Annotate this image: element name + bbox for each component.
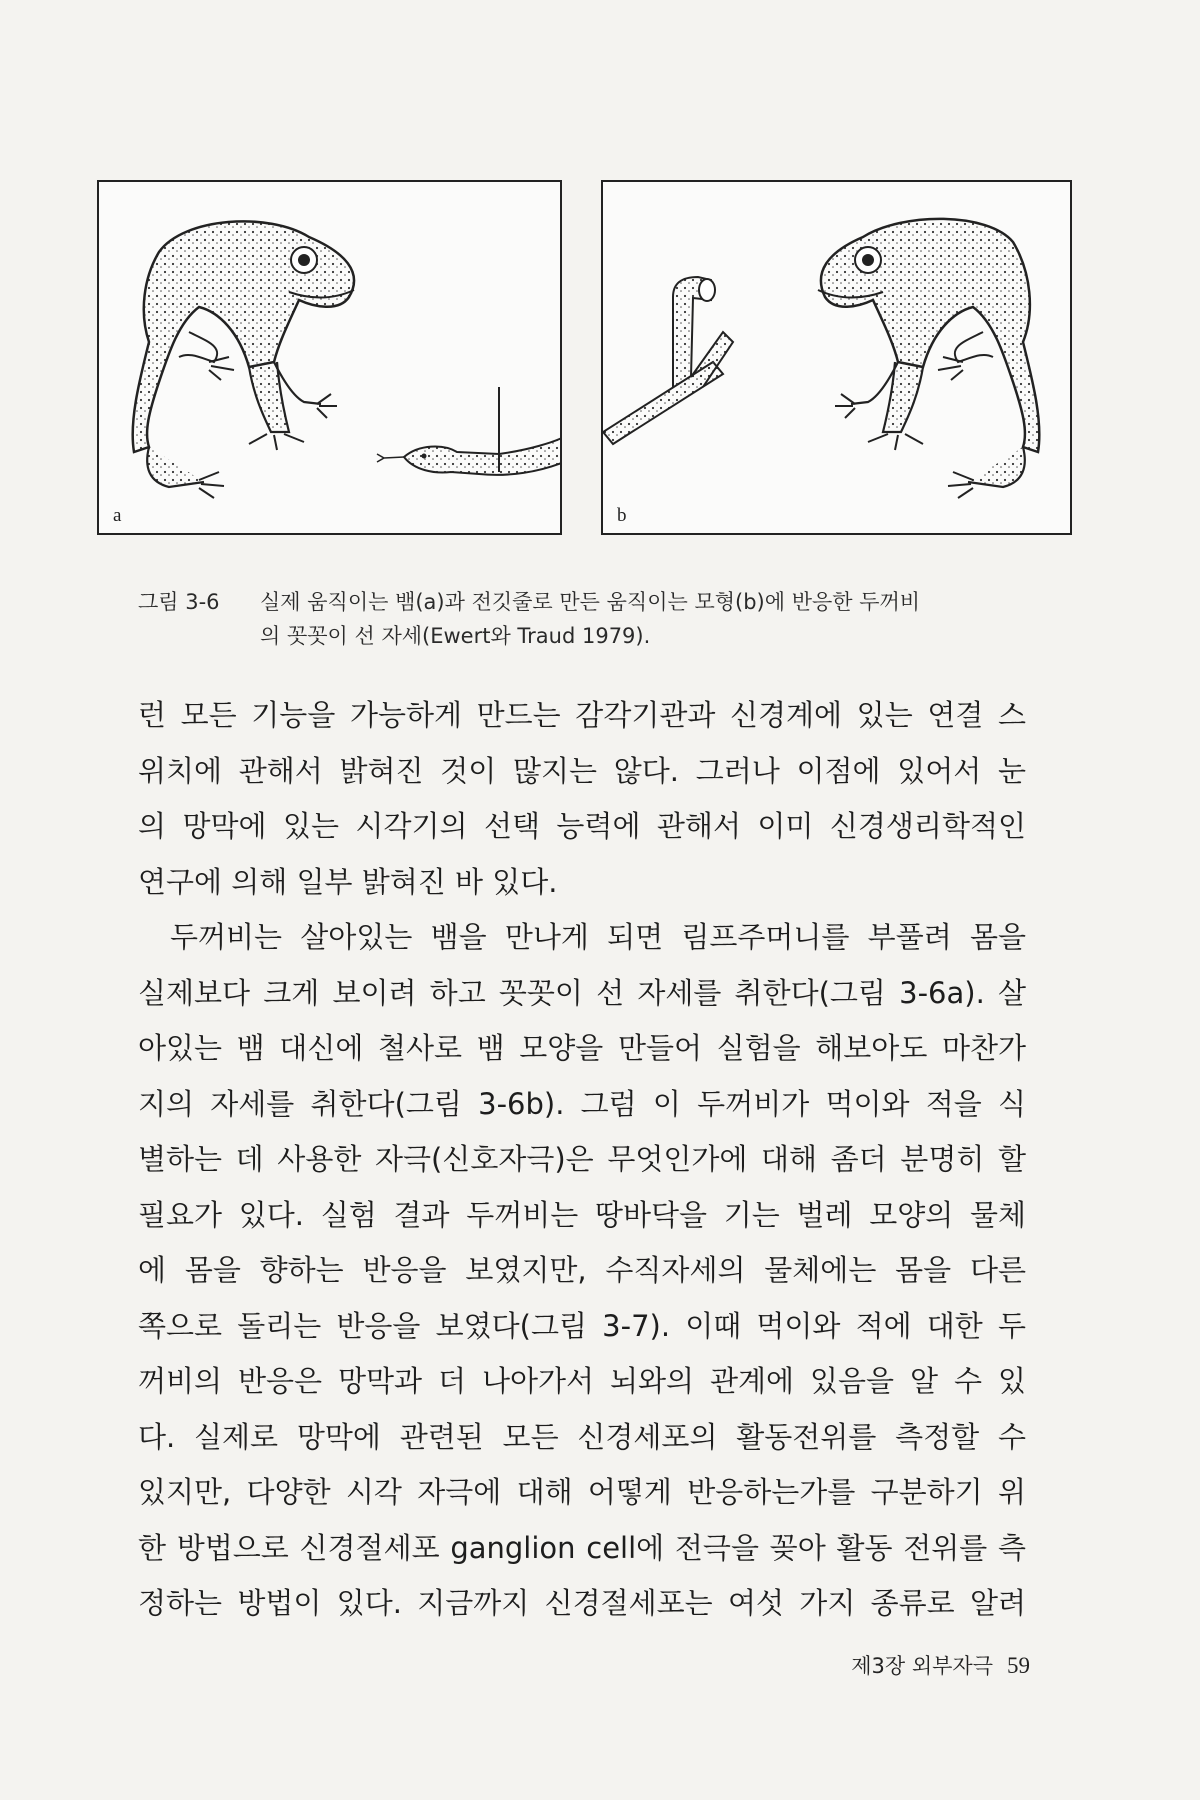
caption-line-1: 실제 움직이는 뱀(a)과 전깃줄로 만든 움직이는 모형(b)에 반응한 두꺼비 [260, 590, 921, 614]
panel-label-b: b [617, 505, 627, 526]
body-line: 지의 자세를 취한다(그림 3-6b). 그럼 이 두꺼비가 먹이와 적을 식 [138, 1086, 1026, 1121]
caption-line-2: 의 꼿꼿이 선 자세(Ewert와 Traud 1979). [260, 624, 651, 648]
body-line: 정하는 방법이 있다. 지금까지 신경절세포는 여섯 가지 종류로 알려 [138, 1586, 1026, 1620]
caption-label: 그림 3-6 [138, 590, 220, 614]
toad-and-snake-illustration [99, 182, 562, 535]
figure-caption [138, 585, 1038, 653]
body-line: 아있는 뱀 대신에 철사로 뱀 모양을 만들어 실험을 해보아도 마찬가 [138, 1031, 1026, 1065]
page-number: 59 [1007, 1653, 1030, 1678]
chapter-title: 제3장 외부자극 [851, 1654, 993, 1678]
body-line: 별하는 데 사용한 자극(신호자극)은 무엇인가에 대해 좀더 분명히 할 [138, 1142, 1026, 1176]
figure-panel-a [97, 180, 562, 535]
body-text [138, 688, 1026, 1632]
page-footer [851, 1650, 1030, 1680]
body-line: 쪽으로 돌리는 반응을 보였다(그림 3-7). 이때 먹이와 적에 대한 두 [138, 1308, 1026, 1343]
body-line: 있지만, 다양한 시각 자극에 대해 어떻게 반응하는가를 구분하기 위 [138, 1475, 1026, 1509]
body-line: 다. 실제로 망막에 관련된 모든 신경세포의 활동전위를 측정할 수 [138, 1419, 1026, 1454]
body-line: 연구에 의해 일부 밝혀진 바 있다. [138, 864, 558, 899]
body-line: 위치에 관해서 밝혀진 것이 많지는 않다. 그러나 이점에 있어서 눈 [138, 753, 1026, 788]
body-line: 런 모든 기능을 가능하게 만드는 감각기관과 신경계에 있는 연결 스 [138, 698, 1026, 732]
figure-panel-b [601, 180, 1072, 535]
body-line: 두꺼비는 살아있는 뱀을 만나게 되면 림프주머니를 부풀려 몸을 [170, 920, 1026, 954]
body-line: 실제보다 크게 보이려 하고 꼿꼿이 선 자세를 취한다(그림 3-6a). 살 [138, 975, 1026, 1010]
body-line: 한 방법으로 신경절세포 ganglion cell에 전극을 꽂아 활동 전위를 측 [138, 1530, 1026, 1565]
body-line: 의 망막에 있는 시각기의 선택 능력에 관해서 이미 신경생리학적인 [138, 809, 1026, 843]
body-line: 필요가 있다. 실험 결과 두꺼비는 땅바닥을 기는 벌레 모양의 물체 [138, 1197, 1026, 1232]
body-line: 꺼비의 반응은 망막과 더 나아가서 뇌와의 관계에 있음을 알 수 있 [138, 1364, 1026, 1398]
body-line: 에 몸을 향하는 반응을 보였지만, 수직자세의 물체에는 몸을 다른 [138, 1253, 1026, 1287]
panel-label-a: a [113, 505, 122, 526]
toad-and-wire-model-illustration [603, 182, 1072, 535]
